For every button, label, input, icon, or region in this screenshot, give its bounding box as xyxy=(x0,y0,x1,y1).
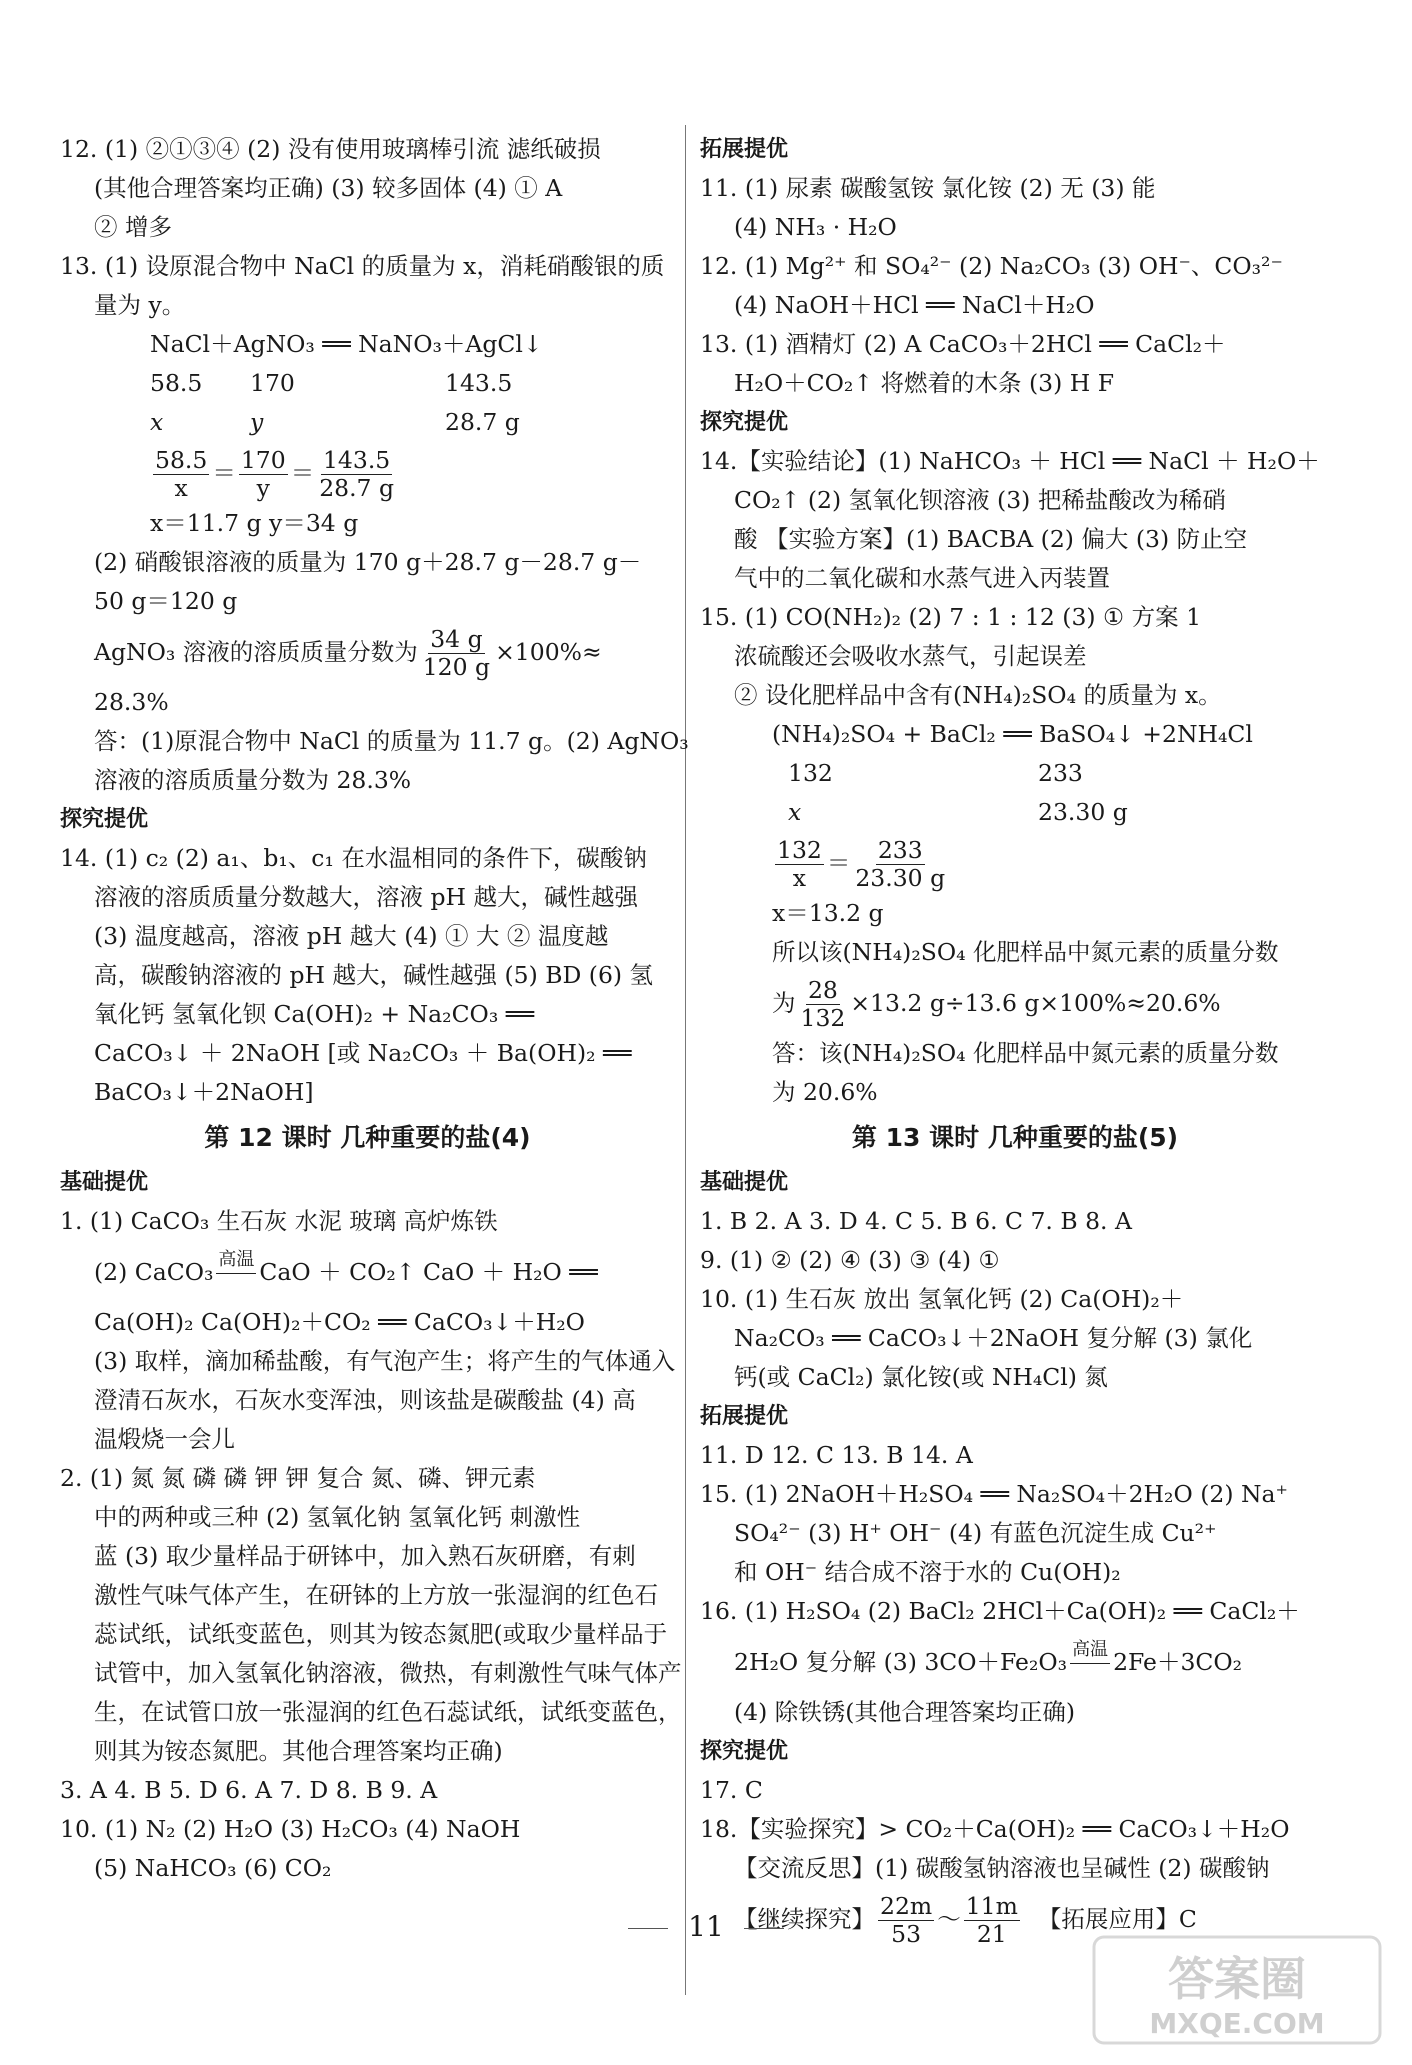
q15-line-1: 15. (1) CO(NH₂)₂ (2) 7 : 1 : 12 (3) ① 方案 1 xyxy=(700,603,1202,631)
right-column xyxy=(700,130,1330,1950)
q13-line: H₂O＋CO₂↑ 将燃着的木条 (3) H F xyxy=(734,369,1115,397)
q2-line: 则其为铵态氮肥。其他合理答案均正确) xyxy=(94,1737,503,1765)
left-column xyxy=(60,130,689,1888)
fraction: $\frac{28}{132}$ xyxy=(800,976,846,1032)
q2-line: 生，在试管口放一张湿润的红色石蕊试纸，试纸变蓝色， xyxy=(94,1698,682,1726)
q1-line-5: 澄清石灰水，石灰水变浑浊，则该盐是碳酸盐 (4) 高 xyxy=(94,1386,636,1414)
svg-text:答案圈: 答案圈 xyxy=(1168,1952,1306,2006)
q15-mass-row-2: x 23.30 g xyxy=(788,798,1128,826)
q13-equation: NaCl＋AgNO₃ ══ NaNO₃＋AgCl↓ xyxy=(150,330,543,358)
q14-line: 高，碳酸钠溶液的 pH 越大，碱性越强 (5) BD (6) 氢 xyxy=(94,961,654,989)
q12-line: 12. (1) Mg²⁺ 和 SO₄²⁻ (2) Na₂CO₃ (3) OH⁻、CO₃²⁻ xyxy=(700,252,1283,280)
q15-line: 和 OH⁻ 结合成不溶于水的 Cu(OH)₂ xyxy=(734,1558,1121,1586)
q13-result: x＝11.7 g y＝34 g xyxy=(150,509,359,537)
q11-14-answers: 11. D 12. C 13. B 14. A xyxy=(700,1441,973,1469)
q14-line: 14. (1) c₂ (2) a₁、b₁、c₁ 在水温相同的条件下，碳酸钠 xyxy=(60,844,647,872)
lesson-13-title: 第 13 课时 几种重要的盐(5) xyxy=(851,1123,1179,1152)
reaction-condition: 高温 xyxy=(216,1246,256,1301)
q12-line-2: (其他合理答案均正确) (3) 较多固体 (4) ① A xyxy=(94,174,563,202)
fraction: $\frac{22m}{53}$ xyxy=(880,1892,933,1948)
q13-mass-row-2: x y 28.7 g xyxy=(150,408,520,436)
q15-line-7: 为 20.6% xyxy=(772,1078,878,1106)
divider xyxy=(628,1928,668,1929)
q10-line: Na₂CO₃ ══ CaCO₃↓＋2NaOH 复分解 (3) 氯化 xyxy=(734,1324,1253,1352)
q2-line: 试管中，加入氢氧化钠溶液，微热，有刺激性气味气体产 xyxy=(94,1659,682,1687)
q13-part2-line-2: 50 g＝120 g xyxy=(94,587,238,615)
fraction: $\frac{34 g}{120 g}$ xyxy=(422,625,491,681)
q13-answer-1: 答：(1)原混合物中 NaCl 的质量为 11.7 g。(2) AgNO₃ xyxy=(94,727,689,755)
q13-agno3-fraction-line: AgNO₃ 溶液的溶质质量分数为 $\frac{34 g}{120 g}$ ×100%≈ xyxy=(94,625,602,681)
fraction: $\frac{233}{23.30 g}$ xyxy=(855,836,946,892)
q2-line: 蕊试纸，试纸变蓝色，则其为铵态氮肥(或取少量样品于 xyxy=(94,1620,668,1648)
fraction: $\frac{11m}{21}$ xyxy=(965,1892,1018,1948)
q14-line: CaCO₃↓ ＋ 2NaOH [或 Na₂CO₃ ＋ Ba(OH)₂ ══ xyxy=(94,1039,632,1067)
column-divider xyxy=(685,125,686,1995)
q13-line: 13. (1) 酒精灯 (2) A CaCO₃＋2HCl ══ CaCl₂＋ xyxy=(700,330,1226,358)
q17-answer: 17. C xyxy=(700,1776,763,1804)
q15-result: x＝13.2 g xyxy=(772,899,884,927)
q15-mass-row-1: 132 233 xyxy=(788,759,1083,787)
q13-part2-line-1: (2) 硝酸银溶液的质量为 170 g＋28.7 g－28.7 g－ xyxy=(94,548,642,576)
q16-line-2: 2H₂O 复分解 (3) 3CO＋Fe₂O₃ 高温 2Fe＋3CO₂ xyxy=(700,1631,1330,1693)
q1-line-6: 温煅烧一会儿 xyxy=(94,1425,235,1453)
q10-line: 钙(或 CaCl₂) 氯化铵(或 NH₄Cl) 氮 xyxy=(734,1363,1108,1391)
fraction: $\frac{132}{x}$ xyxy=(777,836,822,892)
q13-agno3-result: 28.3% xyxy=(94,688,169,716)
q15-line-4: 所以该(NH₄)₂SO₄ 化肥样品中氮元素的质量分数 xyxy=(772,938,1279,966)
q12-line-3: ② 增多 xyxy=(94,213,172,241)
reaction-condition: 高温 xyxy=(1070,1636,1110,1691)
q13-answer-2: 溶液的溶质质量分数为 28.3% xyxy=(94,766,412,794)
q2-line: 蓝 (3) 取少量样品于研钵中，加入熟石灰研磨，有刺 xyxy=(94,1542,636,1570)
q15-line: SO₄²⁻ (3) H⁺ OH⁻ (4) 有蓝色沉淀生成 Cu²⁺ xyxy=(734,1519,1217,1547)
q9-answers: 9. (1) ② (2) ④ (3) ③ (4) ① xyxy=(700,1246,1000,1274)
section-heading: 拓展提优 xyxy=(700,137,789,162)
q14-line: 酸 【实验方案】(1) BACBA (2) 偏大 (3) 防止空 xyxy=(734,525,1248,553)
q12-line-1: 12. (1) ②①③④ (2) 没有使用玻璃棒引流 滤纸破损 xyxy=(60,135,601,163)
q15-line: 15. (1) 2NaOH＋H₂SO₄ ══ Na₂SO₄＋2H₂O (2) Na⁺ xyxy=(700,1480,1288,1508)
section-heading: 基础提优 xyxy=(60,1170,149,1195)
q1-8-answers: 1. B 2. A 3. D 4. C 5. B 6. C 7. B 8. A xyxy=(700,1207,1132,1235)
q1-line-4: (3) 取样，滴加稀盐酸，有气泡产生；将产生的气体通入 xyxy=(94,1347,676,1375)
fraction: $\frac{170}{y}$ xyxy=(240,446,286,502)
section-heading: 探究提优 xyxy=(700,410,789,435)
q3-9-answers: 3. A 4. B 5. D 6. A 7. D 8. B 9. A xyxy=(60,1776,438,1804)
q10-line: 10. (1) 生石灰 放出 氢氧化钙 (2) Ca(OH)₂＋ xyxy=(700,1285,1184,1313)
q15-line-5: 为 $\frac{28}{132}$ ×13.2 g÷13.6 g×100%≈20.6% xyxy=(772,976,1221,1032)
q15-line-2: 浓硫酸还会吸收水蒸气，引起误差 xyxy=(734,642,1087,670)
page-number: 11 xyxy=(0,1910,1412,1943)
q1-line-1: 1. (1) CaCO₃ 生石灰 水泥 玻璃 高炉炼铁 xyxy=(60,1207,498,1235)
q18-line-3: 【继续探究】 $\frac{22m}{53}$ ～ $\frac{11m}{21}$ 【拓展应用】C xyxy=(734,1892,1197,1948)
q14-line: 14.【实验结论】(1) NaHCO₃ ＋ HCl ══ NaCl ＋ H₂O＋ xyxy=(700,447,1320,475)
q13-mass-row-1: 58.5 170 143.5 xyxy=(150,369,513,397)
divider xyxy=(744,1928,784,1929)
q14-line: (3) 温度越高，溶液 pH 越大 (4) ① 大 ② 温度越 xyxy=(94,922,609,950)
q1-line-3: Ca(OH)₂ Ca(OH)₂＋CO₂ ══ CaCO₃↓＋H₂O xyxy=(94,1308,585,1336)
q16-line-1: 16. (1) H₂SO₄ (2) BaCl₂ 2HCl＋Ca(OH)₂ ══ CaCl₂＋ xyxy=(700,1597,1300,1625)
q10-line: (5) NaHCO₃ (6) CO₂ xyxy=(94,1854,332,1882)
q14-line: BaCO₃↓＋2NaOH] xyxy=(94,1078,314,1106)
section-heading: 探究提优 xyxy=(60,807,149,832)
q14-line: 气中的二氧化碳和水蒸气进入丙装置 xyxy=(734,564,1110,592)
lesson-12-title: 第 12 课时 几种重要的盐(4) xyxy=(204,1123,531,1152)
fraction: $\frac{143.5}{28.7 g}$ xyxy=(319,446,395,502)
q14-line: 氧化钙 氢氧化钡 Ca(OH)₂ + Na₂CO₃ ══ xyxy=(94,1000,535,1028)
q13-proportion: $\frac{58.5}{x}$ ＝ $\frac{170}{y}$ ＝ $\frac{143.5}{28.7 g}$ xyxy=(155,446,395,502)
q14-line: CO₂↑ (2) 氢氧化钡溶液 (3) 把稀盐酸改为稀硝 xyxy=(734,486,1226,514)
q16-line-3: (4) 除铁锈(其他合理答案均正确) xyxy=(734,1698,1076,1726)
watermark-logo xyxy=(1092,1935,1382,2045)
q18-line-2: 【交流反思】(1) 碳酸氢钠溶液也呈碱性 (2) 碳酸钠 xyxy=(734,1854,1270,1882)
q12-line: (4) NaOH＋HCl ══ NaCl＋H₂O xyxy=(734,291,1095,319)
q2-line: 激性气味气体产生，在研钵的上方放一张湿润的红色石 xyxy=(94,1581,658,1609)
q13-line-2: 量为 y。 xyxy=(94,291,186,319)
q15-equation: (NH₄)₂SO₄ + BaCl₂ ══ BaSO₄↓ +2NH₄Cl xyxy=(772,720,1253,748)
section-heading: 基础提优 xyxy=(700,1170,789,1195)
section-heading: 探究提优 xyxy=(700,1739,789,1764)
svg-text:MXQE.COM: MXQE.COM xyxy=(1149,2007,1325,2040)
q2-line: 2. (1) 氮 氮 磷 磷 钾 钾 复合 氮、磷、钾元素 xyxy=(60,1464,536,1492)
q2-line: 中的两种或三种 (2) 氢氧化钠 氢氧化钙 刺激性 xyxy=(94,1503,581,1531)
q11-line: 11. (1) 尿素 碳酸氢铵 氯化铵 (2) 无 (3) 能 xyxy=(700,174,1156,202)
q13-line-1: 13. (1) 设原混合物中 NaCl 的质量为 x，消耗硝酸银的质 xyxy=(60,252,665,280)
section-heading: 拓展提优 xyxy=(700,1404,789,1429)
q14-line: 溶液的溶质质量分数越大，溶液 pH 越大，碱性越强 xyxy=(94,883,638,911)
fraction: $\frac{58.5}{x}$ xyxy=(155,446,208,502)
q18-line-1: 18.【实验探究】> CO₂＋Ca(OH)₂ ══ CaCO₃↓＋H₂O xyxy=(700,1815,1290,1843)
q1-line-2: (2) CaCO₃ 高温 CaO ＋ CO₂↑ CaO ＋ H₂O ══ xyxy=(60,1241,675,1303)
q11-line: (4) NH₃ · H₂O xyxy=(734,213,897,241)
q15-line-3: ② 设化肥样品中含有(NH₄)₂SO₄ 的质量为 x。 xyxy=(734,681,1222,709)
q15-line-6: 答：该(NH₄)₂SO₄ 化肥样品中氮元素的质量分数 xyxy=(772,1039,1279,1067)
q10-line: 10. (1) N₂ (2) H₂O (3) H₂CO₃ (4) NaOH xyxy=(60,1815,521,1843)
q15-proportion: $\frac{132}{x}$ ＝ $\frac{233}{23.30 g}$ xyxy=(777,836,946,892)
